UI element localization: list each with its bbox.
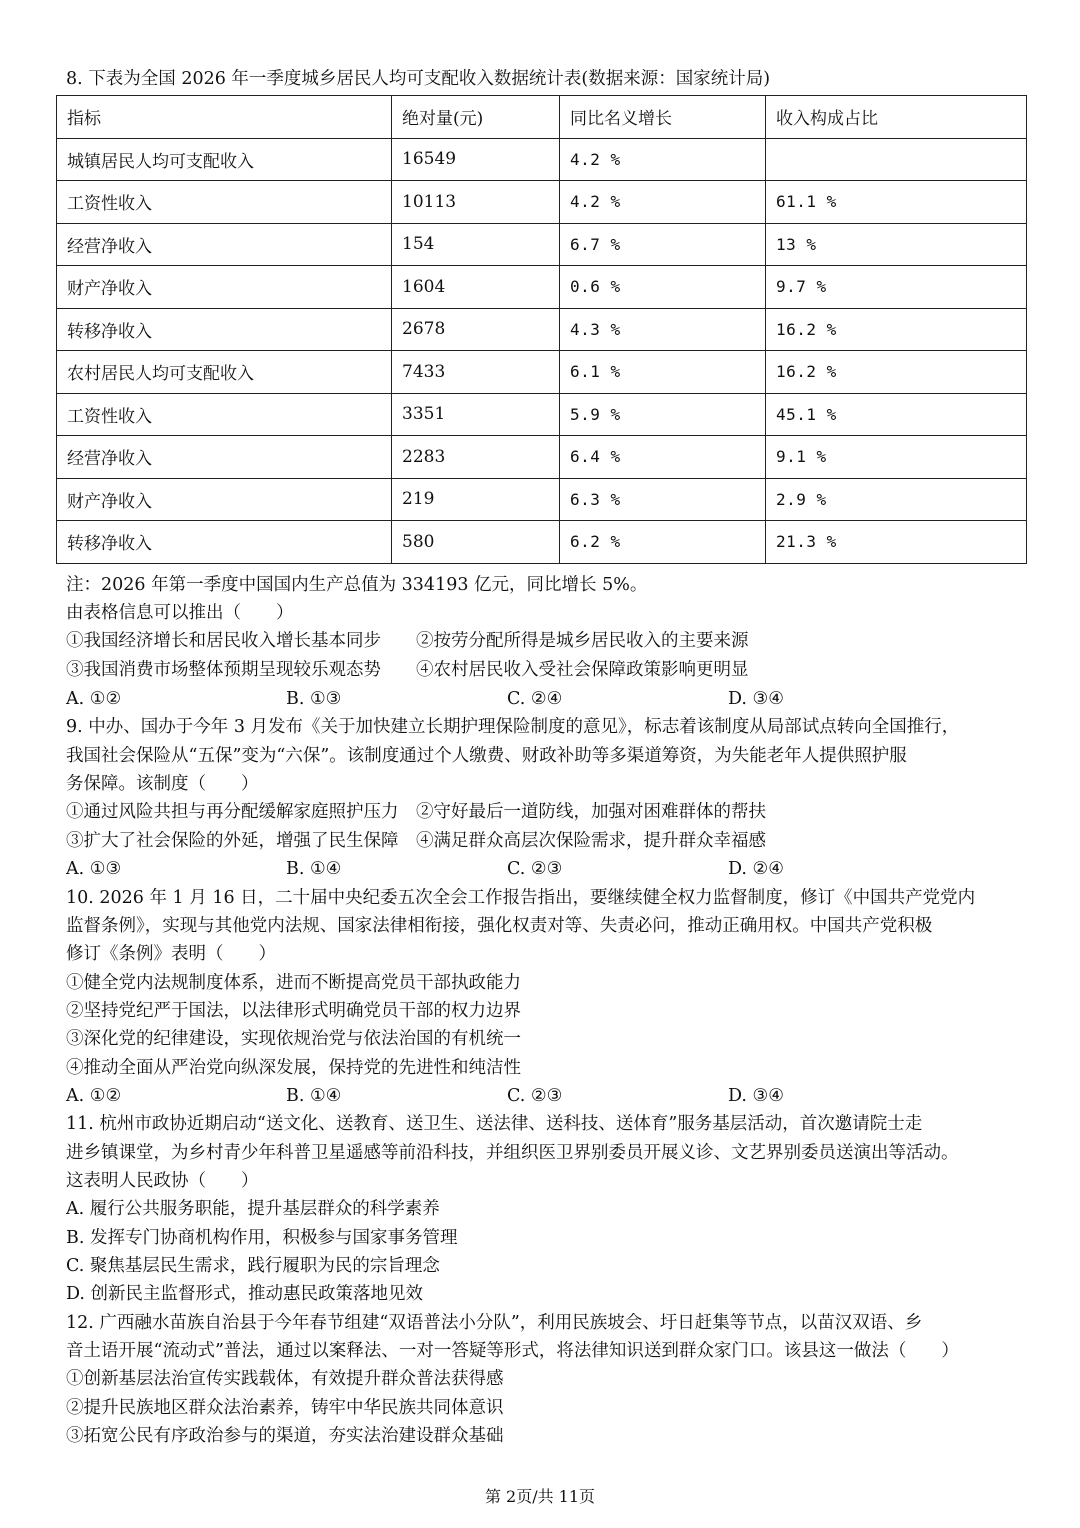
table-cell: 转移净收入 bbox=[57, 308, 392, 351]
choice-d[interactable]: D. ③④ bbox=[728, 1086, 784, 1106]
choice-d[interactable]: D. ②④ bbox=[728, 859, 784, 879]
q10-stem-line3: 修订《条例》表明（ ） bbox=[66, 944, 276, 964]
choice-b[interactable]: B. ①③ bbox=[286, 689, 342, 709]
table-cell: 45.1 % bbox=[766, 393, 1027, 436]
table-cell: 6.3 % bbox=[560, 478, 766, 521]
table-row bbox=[57, 181, 1027, 224]
table-row bbox=[57, 478, 1027, 521]
table-cell: 16549 bbox=[392, 138, 560, 181]
table-cell: 154 bbox=[392, 223, 560, 266]
table-cell: 农村居民人均可支配收入 bbox=[57, 351, 392, 394]
q11-stem-line3: 这表明人民政协（ ） bbox=[66, 1171, 259, 1191]
q10-item-4: ④推动全面从严治党向纵深发展，保持党的先进性和纯洁性 bbox=[66, 1058, 521, 1078]
income-table bbox=[56, 95, 1027, 564]
table-cell: 工资性收入 bbox=[57, 181, 392, 224]
table-header-cell: 指标 bbox=[57, 96, 392, 139]
table-cell: 1604 bbox=[392, 266, 560, 309]
q12-stem-line1: 12. 广西融水苗族自治县于今年春节组建“双语普法小分队”，利用民族坡会、圩日赶集等节点，以苗汉双语、乡 bbox=[66, 1313, 923, 1333]
table-cell: 21.3 % bbox=[766, 521, 1027, 564]
q11-option-b[interactable]: B. 发挥专门协商机构作用，积极参与国家事务管理 bbox=[66, 1228, 458, 1248]
choice-c[interactable]: C. ②③ bbox=[507, 859, 563, 879]
table-cell: 7433 bbox=[392, 351, 560, 394]
q10-stem-line1: 10. 2026 年 1 月 16 日，二十届中央纪委五次全会工作报告指出，要继续健全权力监督制度，修订《中国共产党党内 bbox=[66, 888, 976, 908]
choice-a[interactable]: A. ①② bbox=[66, 1086, 122, 1106]
table-cell: 经营净收入 bbox=[57, 223, 392, 266]
table-header-cell: 收入构成占比 bbox=[766, 96, 1027, 139]
table-cell: 经营净收入 bbox=[57, 436, 392, 479]
table-cell: 工资性收入 bbox=[57, 393, 392, 436]
q9-stem-line1: 9. 中办、国办于今年 3 月发布《关于加快建立长期护理保险制度的意见》，标志着该制度从局部试点转向全国推行， bbox=[66, 717, 960, 737]
q9-items-line1: ①通过风险共担与再分配缓解家庭照护压力 ②守好最后一道防线，加强对困难群体的帮扶 bbox=[66, 802, 766, 822]
income-table-body bbox=[57, 96, 1027, 564]
table-cell: 6.4 % bbox=[560, 436, 766, 479]
q8-title: 8. 下表为全国 2026 年一季度城乡居民人均可支配收入数据统计表(数据来源：国家统计局) bbox=[66, 69, 771, 89]
q10-item-3: ③深化党的纪律建设，实现依规治党与依法治国的有机统一 bbox=[66, 1029, 521, 1049]
q11-stem-line1: 11. 杭州市政协近期启动“送文化、送教育、送卫生、送法律、送科技、送体育”服务基层活动，首次邀请院士走 bbox=[66, 1114, 923, 1134]
q10-stem-line2: 监督条例》，实现与其他党内法规、国家法律相衔接，强化权责对等、失责必问，推动正确用权。中国共产党积极 bbox=[66, 916, 933, 936]
table-cell: 6.7 % bbox=[560, 223, 766, 266]
q12-item-2: ②提升民族地区群众法治素养，铸牢中华民族共同体意识 bbox=[66, 1398, 504, 1418]
table-cell: 61.1 % bbox=[766, 181, 1027, 224]
q8-stem: 由表格信息可以推出（ ） bbox=[66, 603, 294, 623]
q8-note: 注：2026 年第一季度中国国内生产总值为 334193 亿元，同比增长 5%。 bbox=[66, 575, 648, 595]
choice-d[interactable]: D. ③④ bbox=[728, 689, 784, 709]
choice-c[interactable]: C. ②④ bbox=[507, 689, 563, 709]
q11-option-c[interactable]: C. 聚焦基层民生需求，践行履职为民的宗旨理念 bbox=[66, 1256, 440, 1276]
q12-item-1: ①创新基层法治宣传实践载体，有效提升群众普法获得感 bbox=[66, 1369, 504, 1389]
table-row bbox=[57, 436, 1027, 479]
table-cell: 219 bbox=[392, 478, 560, 521]
table-cell: 2.9 % bbox=[766, 478, 1027, 521]
choice-c[interactable]: C. ②③ bbox=[507, 1086, 563, 1106]
table-cell: 16.2 % bbox=[766, 308, 1027, 351]
table-row bbox=[57, 393, 1027, 436]
table-cell: 6.1 % bbox=[560, 351, 766, 394]
table-row bbox=[57, 351, 1027, 394]
choice-a[interactable]: A. ①② bbox=[66, 689, 122, 709]
q12-item-3: ③拓宽公民有序政治参与的渠道，夯实法治建设群众基础 bbox=[66, 1426, 504, 1446]
table-row bbox=[57, 521, 1027, 564]
q11-option-a[interactable]: A. 履行公共服务职能，提升基层群众的科学素养 bbox=[66, 1199, 440, 1219]
table-header-cell: 同比名义增长 bbox=[560, 96, 766, 139]
table-cell: 9.7 % bbox=[766, 266, 1027, 309]
table-row bbox=[57, 266, 1027, 309]
table-cell: 16.2 % bbox=[766, 351, 1027, 394]
table-row bbox=[57, 308, 1027, 351]
q9-stem-line3: 务保障。该制度（ ） bbox=[66, 774, 259, 794]
table-header-row bbox=[57, 96, 1027, 139]
table-cell: 13 % bbox=[766, 223, 1027, 266]
table-cell: 财产净收入 bbox=[57, 478, 392, 521]
table-cell bbox=[766, 138, 1027, 181]
table-cell: 4.3 % bbox=[560, 308, 766, 351]
table-cell: 3351 bbox=[392, 393, 560, 436]
q8-items-line1: ①我国经济增长和居民收入增长基本同步 ②按劳分配所得是城乡居民收入的主要来源 bbox=[66, 631, 749, 651]
table-cell: 6.2 % bbox=[560, 521, 766, 564]
q9-items-line2: ③扩大了社会保险的外延，增强了民生保障 ④满足群众高层次保险需求，提升群众幸福感 bbox=[66, 831, 766, 851]
table-cell: 580 bbox=[392, 521, 560, 564]
table-cell: 财产净收入 bbox=[57, 266, 392, 309]
table-cell: 4.2 % bbox=[560, 138, 766, 181]
q11-stem-line2: 进乡镇课堂，为乡村青少年科普卫星遥感等前沿科技，并组织医卫界别委员开展义诊、文艺界别委员送演出等活动。 bbox=[66, 1143, 959, 1163]
table-row bbox=[57, 223, 1027, 266]
table-cell: 4.2 % bbox=[560, 181, 766, 224]
table-cell: 10113 bbox=[392, 181, 560, 224]
table-cell: 9.1 % bbox=[766, 436, 1027, 479]
choice-a[interactable]: A. ①③ bbox=[66, 859, 122, 879]
table-cell: 5.9 % bbox=[560, 393, 766, 436]
q11-option-d[interactable]: D. 创新民主监督形式，推动惠民政策落地见效 bbox=[66, 1284, 424, 1304]
q10-item-2: ②坚持党纪严于国法，以法律形式明确党员干部的权力边界 bbox=[66, 1001, 521, 1021]
choice-b[interactable]: B. ①④ bbox=[286, 859, 342, 879]
table-cell: 2283 bbox=[392, 436, 560, 479]
q10-item-1: ①健全党内法规制度体系，进而不断提高党员干部执政能力 bbox=[66, 973, 521, 993]
table-header-cell: 绝对量(元) bbox=[392, 96, 560, 139]
table-cell: 0.6 % bbox=[560, 266, 766, 309]
table-cell: 2678 bbox=[392, 308, 560, 351]
choice-b[interactable]: B. ①④ bbox=[286, 1086, 342, 1106]
table-cell: 城镇居民人均可支配收入 bbox=[57, 138, 392, 181]
table-cell: 转移净收入 bbox=[57, 521, 392, 564]
q9-stem-line2: 我国社会保险从“五保”变为“六保”。该制度通过个人缴费、财政补助等多渠道筹资，为失能老年人提供照护服 bbox=[66, 746, 907, 766]
table-row bbox=[57, 138, 1027, 181]
q12-stem-line2: 音土语开展“流动式”普法，通过以案释法、一对一答疑等形式，将法律知识送到群众家门口。该县这一做法（ ） bbox=[66, 1341, 959, 1361]
q8-items-line2: ③我国消费市场整体预期呈现较乐观态势 ④农村居民收入受社会保障政策影响更明显 bbox=[66, 660, 749, 680]
page-footer: 第 2页/共 11页 bbox=[484, 1487, 596, 1506]
